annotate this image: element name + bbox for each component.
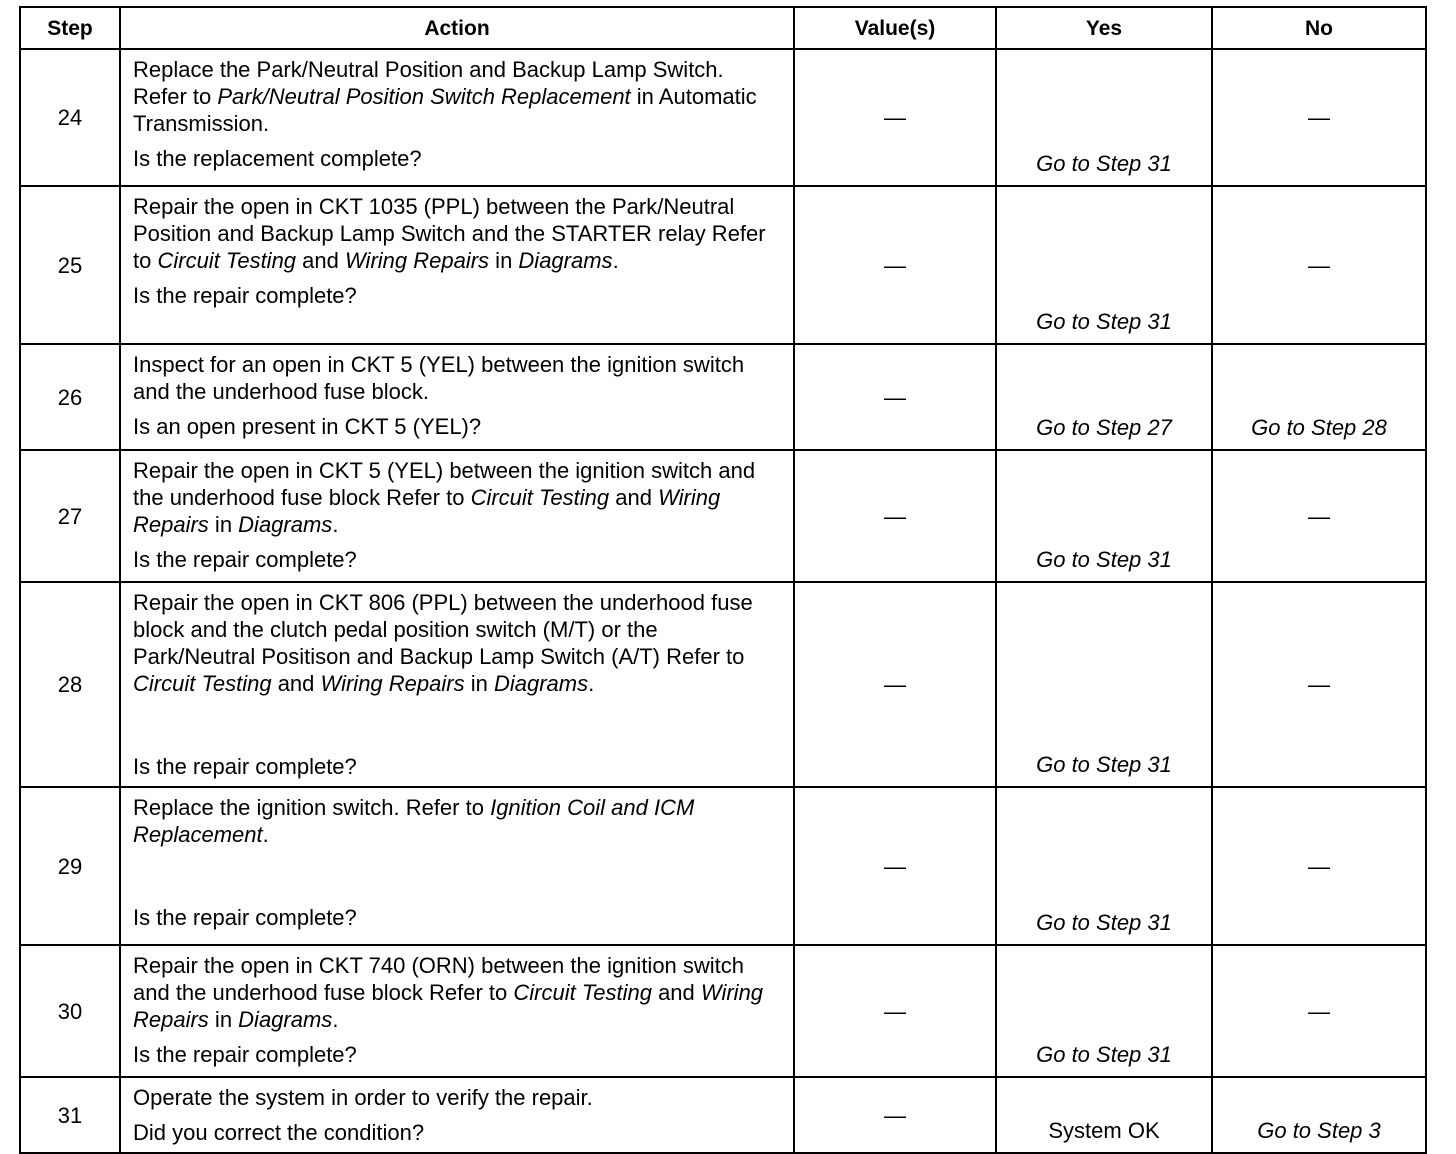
instruction-text: . bbox=[612, 248, 619, 273]
reference-text: Diagrams bbox=[518, 248, 613, 273]
action-instruction bbox=[133, 351, 781, 405]
action-question: Is the repair complete? bbox=[133, 1042, 357, 1067]
no-action: — bbox=[1308, 105, 1330, 130]
value-cell bbox=[794, 582, 996, 787]
reference-text: Circuit Testing bbox=[513, 980, 652, 1005]
value-cell bbox=[794, 450, 996, 582]
instruction-text: in bbox=[208, 512, 239, 537]
action-cell bbox=[120, 344, 794, 450]
yes-action: Go to Step 31 bbox=[1036, 151, 1172, 176]
action-cell bbox=[120, 186, 794, 344]
action-instruction bbox=[133, 952, 781, 1033]
instruction-text: . bbox=[588, 671, 595, 696]
no-action: — bbox=[1308, 853, 1330, 879]
action-question: Is the repair complete? bbox=[133, 905, 357, 930]
table-row bbox=[20, 186, 1426, 344]
value-cell bbox=[794, 945, 996, 1077]
instruction-text: and bbox=[296, 248, 345, 273]
instruction-text: Replace the Park/Neutral Position and Backup Lamp Switch. Refer to bbox=[133, 57, 724, 109]
reference-text: Diagrams bbox=[238, 1007, 333, 1032]
table-row bbox=[20, 344, 1426, 450]
reference-text: Diagrams bbox=[493, 671, 589, 696]
instruction-text: Repair the open in CKT 5 (YEL) between the ignition switch and the underhood fuse block Refer to bbox=[133, 458, 756, 510]
table-row bbox=[20, 49, 1426, 186]
reference-text: Circuit Testing bbox=[470, 485, 610, 510]
step-number: 24 bbox=[20, 49, 120, 186]
value-cell bbox=[794, 344, 996, 450]
yes-cell bbox=[996, 787, 1212, 945]
instruction-text: Repair the open in CKT 1035 (PPL) between the Park/Neutral Position and Backup Lamp Switch and the STARTER relay Refer to bbox=[133, 194, 766, 273]
reference-text: Diagrams bbox=[238, 512, 333, 537]
instruction-text: and bbox=[651, 980, 701, 1005]
value-text: — bbox=[884, 105, 906, 130]
yes-action: Go to Step 31 bbox=[1036, 309, 1172, 334]
action-instruction bbox=[133, 1084, 781, 1111]
action-instruction bbox=[133, 589, 781, 697]
value-cell bbox=[794, 186, 996, 344]
reference-text: Wiring Repairs bbox=[133, 485, 721, 537]
instruction-text: and bbox=[271, 671, 321, 696]
instruction-text: in bbox=[208, 1007, 239, 1032]
yes-action: System OK bbox=[1048, 1118, 1160, 1143]
value-text: — bbox=[884, 252, 906, 278]
action-instruction bbox=[133, 193, 781, 274]
step-number: 27 bbox=[20, 450, 120, 582]
action-question: Is an open present in CKT 5 (YEL)? bbox=[133, 414, 482, 439]
no-cell bbox=[1212, 787, 1426, 945]
reference-text: Wiring Repairs bbox=[344, 248, 490, 273]
instruction-text: Repair the open in CKT 740 (ORN) between the ignition switch and the underhood fuse block Refer to bbox=[133, 953, 745, 1005]
action-cell bbox=[120, 450, 794, 582]
value-text: — bbox=[884, 1102, 906, 1128]
instruction-text: in Automatic Transmission. bbox=[133, 84, 757, 136]
instruction-text: . bbox=[332, 512, 339, 537]
value-text: — bbox=[884, 384, 906, 410]
header-action: Action bbox=[120, 7, 794, 49]
value-text: — bbox=[884, 998, 906, 1024]
instruction-text: Operate the system in order to verify the repair. bbox=[133, 1085, 593, 1110]
action-cell bbox=[120, 49, 794, 186]
no-action: — bbox=[1308, 252, 1330, 278]
yes-action: Go to Step 31 bbox=[1036, 547, 1172, 572]
header-yes: Yes bbox=[996, 7, 1212, 49]
diagnostic-table bbox=[19, 6, 1427, 1154]
action-instruction bbox=[133, 794, 781, 848]
reference-text: Park/Neutral Position Switch Replacement bbox=[217, 84, 631, 109]
reference-text: Ignition Coil and ICM Replacement bbox=[133, 795, 695, 847]
action-question: Is the replacement complete? bbox=[133, 146, 422, 171]
no-action: Go to Step 28 bbox=[1251, 415, 1387, 440]
action-question: Is the repair complete? bbox=[133, 547, 357, 572]
instruction-text: Replace the ignition switch. Refer to bbox=[133, 795, 491, 820]
no-action: — bbox=[1308, 503, 1330, 529]
step-number: 30 bbox=[20, 945, 120, 1077]
action-question: Is the repair complete? bbox=[133, 754, 357, 779]
yes-cell bbox=[996, 344, 1212, 450]
table-row bbox=[20, 945, 1426, 1077]
instruction-text: . bbox=[332, 1007, 339, 1032]
instruction-text: and bbox=[609, 485, 659, 510]
reference-text: Circuit Testing bbox=[133, 671, 272, 696]
header-step: Step bbox=[20, 7, 120, 49]
table-row bbox=[20, 787, 1426, 945]
step-number: 29 bbox=[20, 787, 120, 945]
no-cell bbox=[1212, 582, 1426, 787]
value-cell bbox=[794, 1077, 996, 1153]
instruction-text: Repair the open in CKT 806 (PPL) between the underhood fuse block and the clutch pedal position switch (M/T) or the Park/Neutral Positison and Backup Lamp Switch (A/T) Refer to bbox=[133, 590, 753, 669]
step-number: 28 bbox=[20, 582, 120, 787]
value-cell bbox=[794, 49, 996, 186]
yes-action: Go to Step 31 bbox=[1036, 910, 1172, 935]
no-cell bbox=[1212, 450, 1426, 582]
no-cell bbox=[1212, 49, 1426, 186]
action-cell bbox=[120, 1077, 794, 1153]
no-action: — bbox=[1308, 998, 1330, 1024]
value-text: — bbox=[884, 853, 906, 879]
action-cell bbox=[120, 787, 794, 945]
yes-action: Go to Step 31 bbox=[1036, 752, 1172, 777]
no-cell bbox=[1212, 186, 1426, 344]
table-row bbox=[20, 582, 1426, 787]
reference-text: Wiring Repairs bbox=[133, 980, 764, 1032]
yes-action: Go to Step 31 bbox=[1036, 1042, 1172, 1067]
action-instruction bbox=[133, 457, 781, 538]
yes-cell bbox=[996, 1077, 1212, 1153]
action-question: Did you correct the condition? bbox=[133, 1120, 425, 1145]
header-no: No bbox=[1212, 7, 1426, 49]
yes-cell bbox=[996, 450, 1212, 582]
yes-cell bbox=[996, 186, 1212, 344]
instruction-text: in bbox=[464, 671, 494, 696]
yes-action: Go to Step 27 bbox=[1036, 415, 1172, 440]
step-number: 25 bbox=[20, 186, 120, 344]
action-cell bbox=[120, 582, 794, 787]
yes-cell bbox=[996, 49, 1212, 186]
no-cell bbox=[1212, 344, 1426, 450]
yes-cell bbox=[996, 945, 1212, 1077]
table-row bbox=[20, 1077, 1426, 1153]
reference-text: Wiring Repairs bbox=[320, 671, 465, 696]
instruction-text: Inspect for an open in CKT 5 (YEL) between the ignition switch and the underhood fuse block. bbox=[133, 352, 745, 404]
value-text: — bbox=[884, 672, 906, 697]
no-cell bbox=[1212, 1077, 1426, 1153]
reference-text: Circuit Testing bbox=[157, 248, 297, 273]
instruction-text: . bbox=[262, 822, 269, 847]
action-cell bbox=[120, 945, 794, 1077]
table-header-row bbox=[20, 7, 1426, 49]
step-number: 31 bbox=[20, 1077, 120, 1153]
value-cell bbox=[794, 787, 996, 945]
step-number: 26 bbox=[20, 344, 120, 450]
action-instruction bbox=[133, 56, 781, 137]
yes-cell bbox=[996, 582, 1212, 787]
no-action: Go to Step 3 bbox=[1257, 1118, 1381, 1143]
table-row bbox=[20, 450, 1426, 582]
instruction-text: in bbox=[489, 248, 519, 273]
header-values: Value(s) bbox=[794, 7, 996, 49]
no-cell bbox=[1212, 945, 1426, 1077]
value-text: — bbox=[884, 503, 906, 529]
no-action: — bbox=[1308, 672, 1330, 697]
action-question: Is the repair complete? bbox=[133, 283, 357, 308]
